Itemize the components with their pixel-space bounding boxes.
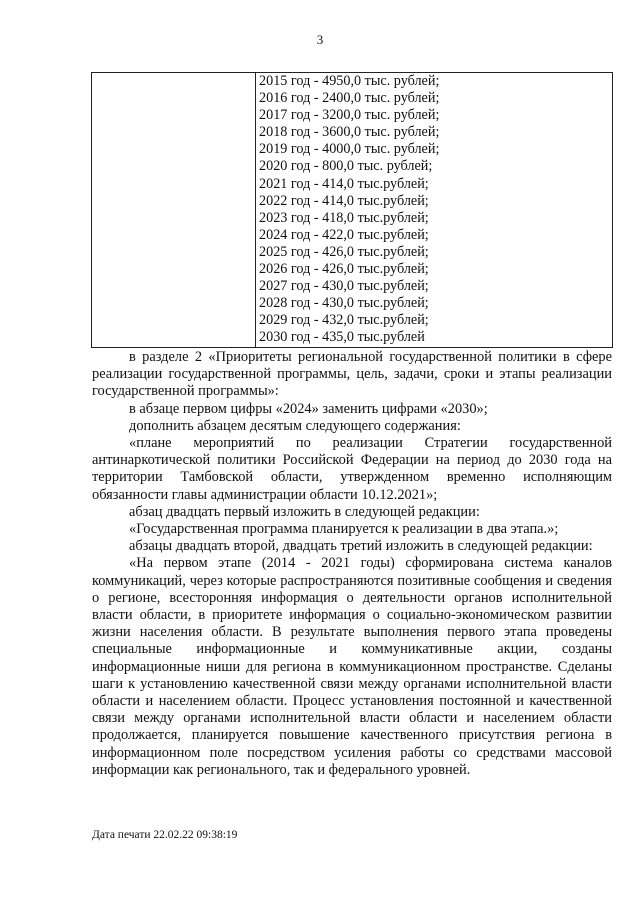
funding-line: 2023 год - 418,0 тыс.рублей; bbox=[259, 209, 429, 226]
funding-line: 2027 год - 430,0 тыс.рублей; bbox=[259, 278, 429, 295]
page-number: 3 bbox=[316, 32, 324, 47]
funding-line: 2019 год - 4000,0 тыс. рублей; bbox=[259, 141, 440, 158]
funding-line: 2025 год - 426,0 тыс.рублей; bbox=[259, 243, 429, 260]
funding-line: 2015 год - 4950,0 тыс. рублей; bbox=[259, 73, 440, 89]
funding-line: 2021 год - 414,0 тыс.рублей; bbox=[259, 175, 429, 192]
paragraph-twenty-first: абзац двадцать первый изложить в следующей редакции: bbox=[129, 503, 480, 520]
paragraph-two-stages: «Государственная программа планируется к реализации в два этапа.»; bbox=[129, 521, 559, 538]
table-cell-funding bbox=[256, 73, 613, 348]
paragraph-plan-quote: «плане мероприятий по реализации Стратегии государственной антинаркотической политики Российской Федерации на период до 2030 года на территории Тамбовской области, утвержденном временно исполняющим обязанности главы администрации области 10.12.2021»; bbox=[92, 435, 612, 503]
funding-line: 2018 год - 3600,0 тыс. рублей; bbox=[259, 124, 440, 141]
funding-line: 2016 год - 2400,0 тыс. рублей; bbox=[259, 90, 440, 107]
table-row bbox=[92, 73, 613, 348]
funding-line: 2020 год - 800,0 тыс. рублей; bbox=[259, 158, 433, 175]
funding-table bbox=[91, 72, 613, 348]
funding-line: 2026 год - 426,0 тыс.рублей; bbox=[259, 261, 429, 278]
paragraph-section-2: в разделе 2 «Приоритеты региональной государственной политики в сфере реализации государственной программы, цель, задачи, сроки и этапы реализации государственной программы»: bbox=[92, 349, 612, 400]
paragraph-add-tenth: дополнить абзацем десятым следующего содержания: bbox=[129, 417, 461, 434]
funding-line: 2022 год - 414,0 тыс.рублей; bbox=[259, 192, 429, 209]
paragraph-twenty-second-third: абзацы двадцать второй, двадцать третий изложить в следующей редакции: bbox=[129, 538, 593, 555]
paragraph-first-stage: «На первом этапе (2014 - 2021 годы) сформирована система каналов коммуникаций, через которые распространяются позитивные сообщения и сведения о регионе, всесторонняя информация о деятельности органов исполнительной власти области, в приоритете информация о социально-экономическом развитии жизни населения области. В результате выполнения первого этапа проведены специальные информационные и коммуникативные акции, созданы информационные ниши для региона в коммуникационном пространстве. Сделаны шаги к установлению качественной связи между органами исполнительной власти области и населением области. Процесс установления постоянной и качественной связи между органами исполнительной власти области и населением области продолжается, планируется повышение качественного присутствия региона в информационном поле посредством усиления работы со средствами массовой информации как регионального, так и федерального уровней. bbox=[92, 555, 612, 778]
document-body bbox=[92, 349, 612, 779]
funding-line: 2024 год - 422,0 тыс.рублей; bbox=[259, 226, 429, 243]
paragraph-replace-digits: в абзаце первом цифры «2024» заменить цифрами «2030»; bbox=[129, 400, 488, 417]
funding-line: 2028 год - 430,0 тыс.рублей; bbox=[259, 295, 429, 312]
funding-line: 2017 год - 3200,0 тыс. рублей; bbox=[259, 107, 440, 124]
funding-line: 2030 год - 435,0 тыс.рублей bbox=[259, 329, 425, 346]
funding-line: 2029 год - 432,0 тыс.рублей; bbox=[259, 312, 429, 329]
table-cell-empty bbox=[92, 73, 256, 348]
print-date: Дата печати 22.02.22 09:38:19 bbox=[92, 829, 238, 841]
